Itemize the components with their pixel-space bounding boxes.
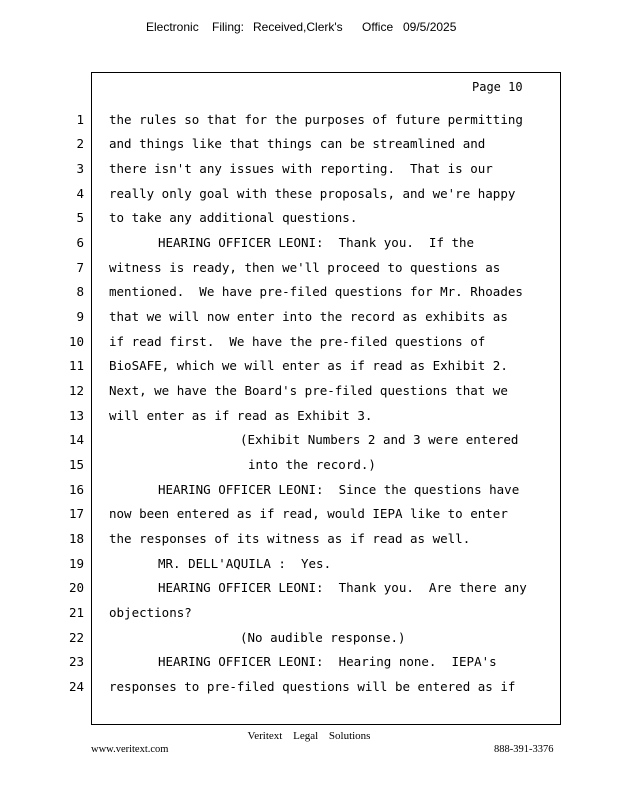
line-number: 8 <box>76 284 84 299</box>
transcript-line: if read first. We have the pre-filed questions of <box>109 334 486 349</box>
line-number: 21 <box>68 605 84 620</box>
transcript-line: objections? <box>109 605 192 620</box>
line-number: 6 <box>76 235 84 250</box>
line-number: 1 <box>76 112 84 127</box>
transcript-line: really only goal with these proposals, and we're happy <box>109 186 516 201</box>
footer-company-word: Solutions <box>328 730 371 742</box>
transcript-line: and things like that things can be streamlined and <box>109 136 486 151</box>
line-number: 17 <box>68 506 84 521</box>
transcript-line: will enter as if read as Exhibit 3. <box>109 408 373 423</box>
footer-company-word: Veritext <box>247 730 283 742</box>
line-number: 10 <box>68 334 84 349</box>
line-number: 18 <box>68 531 84 546</box>
footer-website: www.veritext.com <box>91 744 169 755</box>
line-number: 24 <box>68 679 84 694</box>
transcript-line: there isn't any issues with reporting. That is our <box>109 161 493 176</box>
transcript-line: HEARING OFFICER LEONI: Thank you. Are there any <box>158 580 527 595</box>
transcript-line: mentioned. We have pre-filed questions for Mr. Rhoades <box>109 284 523 299</box>
transcript-line: BioSAFE, which we will enter as if read as Exhibit 2. <box>109 358 508 373</box>
line-number: 9 <box>76 309 84 324</box>
filing-header-word-filing: Filing: <box>212 20 245 34</box>
transcript-line: now been entered as if read, would IEPA like to enter <box>109 506 508 521</box>
transcript-line: HEARING OFFICER LEONI: Since the questions have <box>158 482 520 497</box>
line-number: 7 <box>76 260 84 275</box>
line-number: 23 <box>68 654 84 669</box>
line-number: 15 <box>68 457 84 472</box>
transcript-line: into the record.) <box>248 457 376 472</box>
filing-header-word-electronic: Electronic <box>146 20 199 34</box>
footer-company-name <box>0 730 618 742</box>
transcript-line: (Exhibit Numbers 2 and 3 were entered <box>240 432 519 447</box>
transcript-line: the responses of its witness as if read as well. <box>109 531 471 546</box>
line-number: 2 <box>76 136 84 151</box>
transcript-line: (No audible response.) <box>240 630 406 645</box>
line-number: 19 <box>68 556 84 571</box>
line-number: 13 <box>68 408 84 423</box>
transcript-line: that we will now enter into the record as exhibits as <box>109 309 508 324</box>
line-number: 4 <box>76 186 84 201</box>
transcript-line: Next, we have the Board's pre-filed questions that we <box>109 383 508 398</box>
footer-phone: 888-391-3376 <box>494 744 554 755</box>
filing-header-word-received: Received,Clerk's <box>253 20 343 34</box>
line-number: 11 <box>68 358 84 373</box>
line-number: 12 <box>68 383 84 398</box>
line-number: 3 <box>76 161 84 176</box>
footer-company-word: Legal <box>293 730 319 742</box>
filing-header-word-office: Office <box>362 20 394 34</box>
filing-header-date: 09/5/2025 <box>403 20 457 34</box>
transcript-line: the rules so that for the purposes of future permitting <box>109 112 523 127</box>
transcript-line: witness is ready, then we'll proceed to questions as <box>109 260 501 275</box>
transcript-line: responses to pre-filed questions will be entered as if <box>109 679 516 694</box>
transcript-line: to take any additional questions. <box>109 210 358 225</box>
transcript-line: HEARING OFFICER LEONI: Hearing none. IEPA's <box>158 654 497 669</box>
line-number: 5 <box>76 210 84 225</box>
line-number: 20 <box>68 580 84 595</box>
transcript-line: MR. DELL'AQUILA : Yes. <box>158 556 332 571</box>
page-number: Page 10 <box>472 80 523 94</box>
filing-stamp-header <box>0 20 618 38</box>
line-number: 22 <box>68 630 84 645</box>
line-number: 14 <box>68 432 84 447</box>
line-number: 16 <box>68 482 84 497</box>
transcript-line: HEARING OFFICER LEONI: Thank you. If the <box>158 235 475 250</box>
